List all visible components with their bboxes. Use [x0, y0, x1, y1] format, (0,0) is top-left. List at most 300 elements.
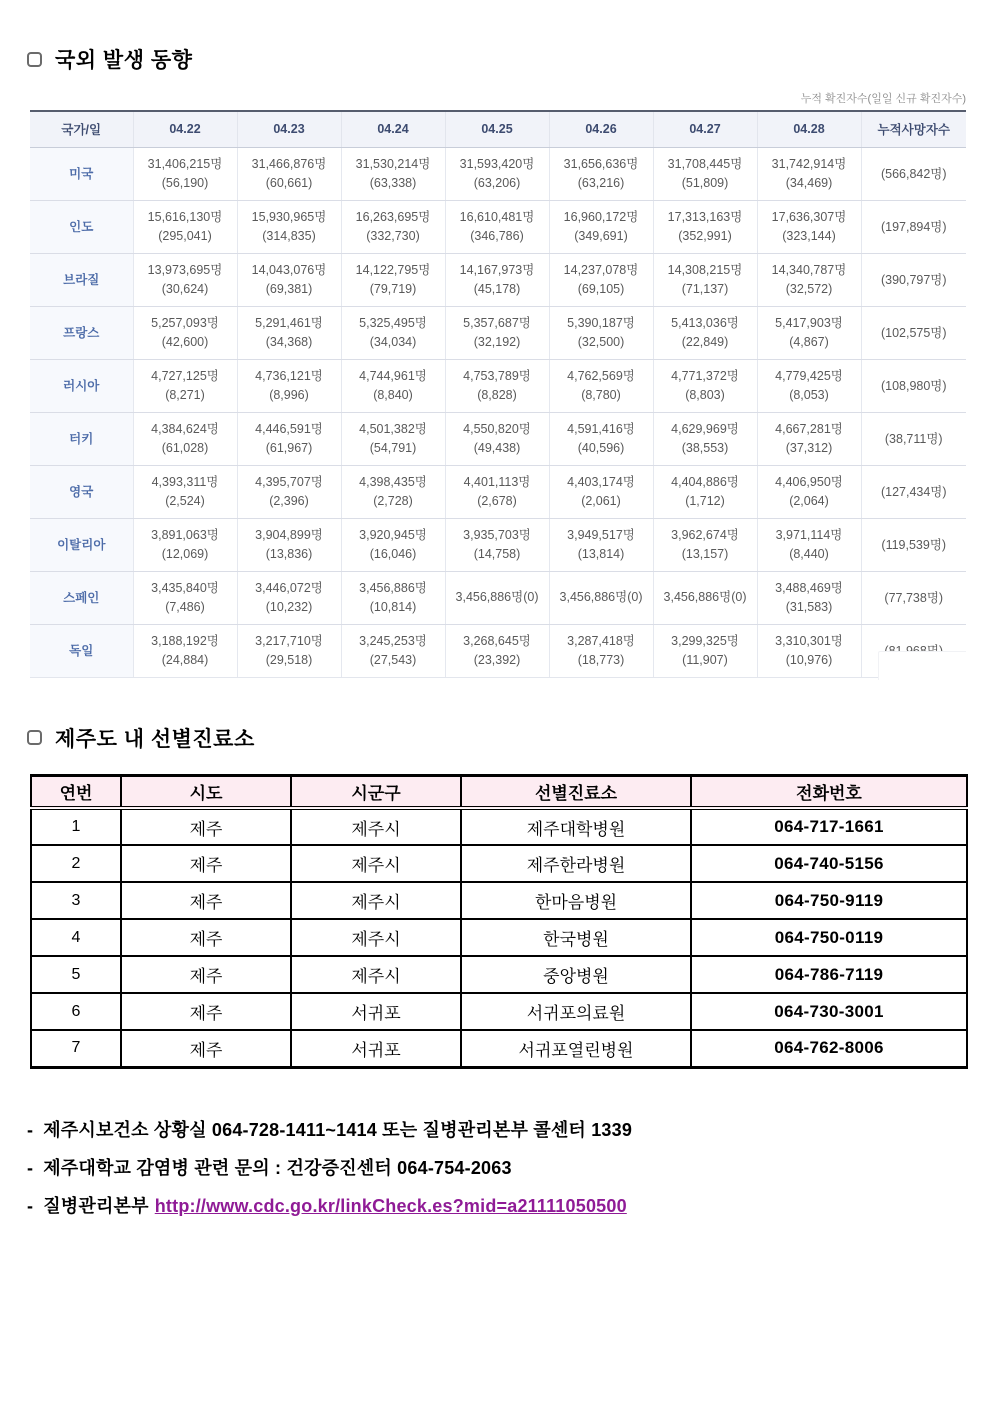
new-cases-value: (60,661) [265, 176, 313, 190]
province-cell: 제주 [121, 808, 291, 845]
cumulative-cases-value: 4,501,382명 [359, 422, 427, 436]
cumulative-cases-value: 31,530,214명 [355, 157, 431, 171]
cumulative-cases-value: 4,667,281명 [775, 422, 843, 436]
district-cell: 서귀포 [291, 993, 461, 1030]
overseas-table-row [30, 200, 966, 253]
footer-contacts [27, 1111, 992, 1225]
cumulative-deaths-cell: (566,842명) [861, 147, 966, 200]
checkbox-square-icon [27, 730, 42, 745]
new-cases-value: (1,712) [685, 494, 725, 508]
daily-cases-cell [445, 412, 549, 465]
daily-cases-cell [237, 147, 341, 200]
daily-cases-cell [341, 518, 445, 571]
new-cases-value: (32,500) [577, 335, 625, 349]
cumulative-cases-value: 4,779,425명 [775, 369, 843, 383]
new-cases-value: (38,553) [681, 441, 729, 455]
phone-cell: 064-730-3001 [691, 993, 967, 1030]
clinics-table-row [31, 956, 967, 993]
clinics-table-row [31, 1030, 967, 1067]
section-clinics-title [27, 723, 992, 753]
new-cases-value: (51,809) [681, 176, 729, 190]
daily-cases-cell [341, 571, 445, 624]
new-cases-value: (8,780) [581, 388, 621, 402]
cumulative-cases-value: 4,629,969명 [671, 422, 739, 436]
new-cases-value: (10,814) [369, 600, 417, 614]
clinics-table-row [31, 882, 967, 919]
new-cases-value: (18,773) [577, 653, 625, 667]
clinic-name-cell: 제주한라병원 [461, 845, 691, 882]
new-cases-value: (2,061) [581, 494, 621, 508]
daily-cases-cell [757, 465, 861, 518]
new-cases-value: (10,976) [785, 653, 833, 667]
col-header-clinic: 선별진료소 [461, 775, 691, 808]
daily-cases-cell [341, 253, 445, 306]
footer-line-2-text: 제주대학교 감염병 관련 문의 : 건강증진센터 064-754-2063 [43, 1157, 512, 1178]
cumulative-cases-value: 4,393,311명 [151, 475, 219, 489]
new-cases-value: (27,543) [369, 653, 417, 667]
cumulative-cases-value: 3,971,114명 [775, 528, 843, 542]
cumulative-cases-value: 4,398,435명 [359, 475, 427, 489]
new-cases-value: (7,486) [165, 600, 205, 614]
seq-cell: 5 [31, 956, 121, 993]
col-header-country: 국가/일 [30, 111, 133, 147]
cumulative-deaths-cell: (102,575명) [861, 306, 966, 359]
new-cases-value: (2,524) [165, 494, 205, 508]
daily-cases-cell [133, 465, 237, 518]
daily-cases-cell [757, 253, 861, 306]
overseas-cases-table [30, 110, 966, 678]
new-cases-value: (2,678) [477, 494, 517, 508]
cumulative-cases-value: 3,935,703명 [463, 528, 531, 542]
new-cases-value: (32,572) [785, 282, 833, 296]
cumulative-cases-value: 3,245,253명 [359, 634, 427, 648]
cumulative-cases-value: 3,949,517명 [567, 528, 635, 542]
new-cases-value: (23,392) [473, 653, 521, 667]
new-cases-value: (56,190) [161, 176, 209, 190]
daily-cases-cell [757, 624, 861, 677]
cumulative-cases-value: 4,762,569명 [567, 369, 635, 383]
cumulative-cases-value: 5,413,036명 [671, 316, 739, 330]
cumulative-cases-value: 5,357,687명 [463, 316, 531, 330]
cumulative-cases-value: 4,771,372명 [671, 369, 739, 383]
country-cell: 미국 [30, 147, 133, 200]
scroll-corner-artifact [878, 651, 966, 680]
new-cases-value: (69,381) [265, 282, 313, 296]
seq-cell: 4 [31, 919, 121, 956]
clinic-name-cell: 서귀포열린병원 [461, 1030, 691, 1067]
cumulative-cases-value: 4,395,707명 [255, 475, 323, 489]
cumulative-cases-value: 4,404,886명 [671, 475, 739, 489]
overseas-table-row [30, 306, 966, 359]
new-cases-value: (16,046) [369, 547, 417, 561]
cumulative-cases-value: 4,384,624명 [151, 422, 219, 436]
district-cell: 제주시 [291, 882, 461, 919]
province-cell: 제주 [121, 1030, 291, 1067]
overseas-table-body [30, 147, 966, 677]
cumulative-cases-value: 3,962,674명 [671, 528, 739, 542]
cumulative-deaths-cell: (108,980명) [861, 359, 966, 412]
district-cell: 제주시 [291, 956, 461, 993]
new-cases-value: (11,907) [682, 653, 728, 667]
seq-cell: 3 [31, 882, 121, 919]
new-cases-value: (54,791) [369, 441, 417, 455]
daily-cases-cell [341, 465, 445, 518]
cumulative-cases-value: 3,446,072명 [255, 581, 323, 595]
new-cases-value: (42,600) [161, 335, 209, 349]
country-cell: 스페인 [30, 571, 133, 624]
new-cases-value: (8,840) [373, 388, 413, 402]
cumulative-cases-value: 4,727,125명 [151, 369, 219, 383]
bullet-dash: - [27, 1157, 34, 1178]
col-header-date: 04.27 [653, 111, 757, 147]
daily-cases-cell [237, 306, 341, 359]
clinics-table-row [31, 993, 967, 1030]
bullet-dash: - [27, 1119, 34, 1140]
daily-cases-cell [549, 571, 653, 624]
cumulative-cases-value: 17,636,307명 [771, 210, 847, 224]
daily-cases-cell [133, 253, 237, 306]
col-header-province: 시도 [121, 775, 291, 808]
cumulative-cases-value: 3,435,840명 [151, 581, 219, 595]
clinic-name-cell: 제주대학병원 [461, 808, 691, 845]
cumulative-cases-value: 16,610,481명 [459, 210, 535, 224]
cumulative-cases-value: 5,257,093명 [151, 316, 219, 330]
new-cases-value: (29,518) [265, 653, 313, 667]
new-cases-value: (34,469) [785, 176, 833, 190]
overseas-table-row [30, 571, 966, 624]
daily-cases-cell [653, 306, 757, 359]
cumulative-deaths-cell: (197,894명) [861, 200, 966, 253]
seq-cell: 7 [71, 1039, 81, 1057]
daily-cases-cell [757, 412, 861, 465]
new-cases-value: (30,624) [161, 282, 209, 296]
new-cases-value: (8,996) [269, 388, 309, 402]
daily-cases-cell [653, 465, 757, 518]
clinics-table-row [31, 845, 967, 882]
clinic-name-cell: 서귀포의료원 [461, 993, 691, 1030]
new-cases-value: (12,069) [161, 547, 209, 561]
daily-cases-cell [445, 253, 549, 306]
new-cases-value: (8,440) [789, 547, 829, 561]
new-cases-value: (295,041) [158, 229, 212, 243]
district-cell: 제주시 [291, 919, 461, 956]
cumulative-deaths-cell: (127,434명) [861, 465, 966, 518]
col-header-phone: 전화번호 [691, 775, 967, 808]
phone-cell: 064-717-1661 [691, 808, 967, 845]
col-header-date: 04.22 [133, 111, 237, 147]
table-unit-note: 누적 확진자수(일일 신규 확진자수) [800, 93, 966, 105]
country-cell: 브라질 [30, 253, 133, 306]
footer-line-3-label: 질병관리본부 [43, 1195, 149, 1216]
cumulative-cases-value: 5,325,495명 [359, 316, 427, 330]
daily-cases-cell [237, 518, 341, 571]
daily-cases-cell [237, 253, 341, 306]
seq-cell: 6 [31, 993, 121, 1030]
col-header-date: 04.23 [237, 111, 341, 147]
daily-cases-cell [237, 412, 341, 465]
daily-cases-cell [133, 571, 237, 624]
country-cell: 독일 [30, 624, 133, 677]
new-cases-value: (4,867) [789, 335, 829, 349]
new-cases-value: (61,967) [265, 441, 313, 455]
overseas-table-row [30, 465, 966, 518]
cumulative-deaths-cell: (119,539명) [861, 518, 966, 571]
cumulative-cases-value: 3,268,645명 [463, 634, 531, 648]
new-cases-value: (323,144) [782, 229, 836, 243]
daily-cases-cell [341, 306, 445, 359]
daily-cases-cell [653, 412, 757, 465]
clinics-table [30, 774, 968, 1069]
new-cases-value: (314,835) [262, 229, 316, 243]
new-cases-value: (332,730) [366, 229, 420, 243]
daily-cases-cell [341, 147, 445, 200]
phone-cell: 064-786-7119 [691, 956, 967, 993]
new-cases-value: (22,849) [681, 335, 729, 349]
new-cases-value: (13,157) [681, 547, 729, 561]
cumulative-cases-value: 14,340,787명 [771, 263, 847, 277]
daily-cases-cell [133, 147, 237, 200]
new-cases-value: (8,803) [685, 388, 725, 402]
daily-cases-cell [757, 200, 861, 253]
cumulative-cases-value: 16,263,695명 [355, 210, 431, 224]
cumulative-cases-value: 3,310,301명 [775, 634, 843, 648]
clinics-table-row [31, 808, 967, 845]
new-cases-value: (79,719) [369, 282, 417, 296]
daily-cases-cell [757, 306, 861, 359]
new-cases-value: (352,991) [678, 229, 732, 243]
cumulative-cases-value: 4,446,591명 [255, 422, 323, 436]
cumulative-cases-value: 5,390,187명 [567, 316, 635, 330]
new-cases-value: (40,596) [577, 441, 625, 455]
overseas-table-row [30, 624, 966, 677]
footer-line-1-text: 제주시보건소 상황실 064-728-1411~1414 또는 질병관리본부 콜센터 1339 [43, 1119, 633, 1140]
country-cell: 러시아 [30, 359, 133, 412]
cumulative-cases-value: 31,466,876명 [251, 157, 327, 171]
district-cell: 제주시 [291, 808, 461, 845]
new-cases-value: (8,053) [789, 388, 829, 402]
country-cell: 프랑스 [30, 306, 133, 359]
daily-cases-cell [757, 147, 861, 200]
province-cell: 제주 [121, 956, 291, 993]
new-cases-value: (34,368) [265, 335, 313, 349]
new-cases-value: (69,105) [577, 282, 625, 296]
daily-cases-cell [445, 359, 549, 412]
new-cases-value: (49,438) [473, 441, 521, 455]
new-cases-value: (346,786) [470, 229, 524, 243]
new-cases-value: (71,137) [681, 282, 729, 296]
daily-cases-cell [133, 306, 237, 359]
cumulative-cases-value: 31,708,445명 [667, 157, 743, 171]
cumulative-cases-value: 16,960,172명 [563, 210, 639, 224]
section-title-text: 국외 발생 동향 [55, 49, 193, 72]
daily-cases-cell [237, 359, 341, 412]
daily-cases-cell [757, 518, 861, 571]
cumulative-cases-value: 31,593,420명 [459, 157, 535, 171]
country-cell: 터키 [30, 412, 133, 465]
cumulative-cases-value: 3,217,710명 [255, 634, 323, 648]
province-cell: 제주 [121, 845, 291, 882]
daily-cases-cell [341, 624, 445, 677]
cumulative-cases-value: 15,930,965명 [251, 210, 327, 224]
daily-cases-cell [549, 518, 653, 571]
daily-cases-cell [133, 518, 237, 571]
daily-cases-cell [445, 571, 549, 624]
new-cases-value: (24,884) [161, 653, 209, 667]
daily-cases-cell [757, 571, 861, 624]
cumulative-cases-value: 3,299,325명 [671, 634, 739, 648]
cumulative-cases-value: 15,616,130명 [147, 210, 223, 224]
phone-cell: 064-750-0119 [691, 919, 967, 956]
daily-cases-cell [549, 306, 653, 359]
daily-cases-cell [341, 412, 445, 465]
cumulative-cases-value: 14,167,973명 [459, 263, 535, 277]
clinics-table-body [31, 808, 967, 1067]
phone-cell: 064-762-8006 [691, 1030, 967, 1067]
new-cases-value: (14,758) [473, 547, 521, 561]
daily-cases-cell [445, 200, 549, 253]
daily-cases-cell [133, 624, 237, 677]
cdc-link[interactable]: http://www.cdc.go.kr/linkCheck.es?mid=a21111050500 [154, 1195, 627, 1216]
clinic-name-cell: 중앙병원 [461, 956, 691, 993]
daily-cases-cell [445, 306, 549, 359]
cumulative-cases-value: 3,456,886명(0) [559, 590, 643, 604]
cumulative-deaths-cell: (390,797명) [861, 253, 966, 306]
cumulative-cases-value: 5,291,461명 [255, 316, 323, 330]
daily-cases-cell [445, 518, 549, 571]
section-title-text: 제주도 내 선별진료소 [55, 727, 255, 751]
col-header-date: 04.28 [757, 111, 861, 147]
new-cases-value: (63,216) [577, 176, 625, 190]
seq-cell: 2 [31, 845, 121, 882]
daily-cases-cell [549, 147, 653, 200]
footer-line-3 [27, 1187, 992, 1225]
cumulative-cases-value: 4,403,174명 [567, 475, 635, 489]
daily-cases-cell [549, 412, 653, 465]
daily-cases-cell [341, 200, 445, 253]
new-cases-value: (37,312) [785, 441, 833, 455]
cumulative-cases-value: 4,406,950명 [775, 475, 843, 489]
daily-cases-cell [133, 412, 237, 465]
col-header-date: 04.25 [445, 111, 549, 147]
new-cases-value: (61,028) [161, 441, 209, 455]
daily-cases-cell [653, 147, 757, 200]
cumulative-cases-value: 3,456,886명 [359, 581, 427, 595]
daily-cases-cell [549, 200, 653, 253]
daily-cases-cell [549, 624, 653, 677]
new-cases-value: (349,691) [574, 229, 628, 243]
cumulative-deaths-cell: (77,738명) [861, 571, 966, 624]
overseas-table-row [30, 147, 966, 200]
col-header-date: 04.26 [549, 111, 653, 147]
cumulative-cases-value: 3,488,469명 [775, 581, 843, 595]
cumulative-cases-value: 14,308,215명 [667, 263, 743, 277]
daily-cases-cell [237, 465, 341, 518]
daily-cases-cell [133, 200, 237, 253]
cumulative-cases-value: 3,287,418명 [567, 634, 635, 648]
new-cases-value: (32,192) [473, 335, 521, 349]
cumulative-cases-value: 4,401,113명 [463, 475, 531, 489]
clinics-table-row [31, 919, 967, 956]
cumulative-cases-value: 14,043,076명 [251, 263, 327, 277]
bullet-dash: - [27, 1195, 34, 1216]
overseas-table-row [30, 359, 966, 412]
phone-cell: 064-740-5156 [691, 845, 967, 882]
cumulative-cases-value: 31,742,914명 [771, 157, 847, 171]
overseas-table-row [30, 518, 966, 571]
district-cell: 제주시 [291, 845, 461, 882]
clinic-name-cell: 한국병원 [461, 919, 691, 956]
col-header-deaths: 누적사망자수 [861, 111, 966, 147]
cumulative-cases-value: 3,891,063명 [151, 528, 219, 542]
overseas-table-row [30, 412, 966, 465]
daily-cases-cell [445, 147, 549, 200]
section-overseas-title [27, 44, 992, 74]
cumulative-cases-value: 31,406,215명 [147, 157, 223, 171]
daily-cases-cell [445, 624, 549, 677]
cumulative-cases-value: 3,188,192명 [151, 634, 219, 648]
cumulative-cases-value: 4,744,961명 [359, 369, 427, 383]
cumulative-cases-value: 4,753,789명 [463, 369, 531, 383]
checkbox-square-icon [27, 52, 42, 67]
new-cases-value: (31,583) [785, 600, 833, 614]
daily-cases-cell [237, 624, 341, 677]
cumulative-cases-value: 4,550,820명 [463, 422, 531, 436]
daily-cases-cell [653, 200, 757, 253]
footer-line-1 [27, 1111, 992, 1149]
new-cases-value: (13,836) [265, 547, 313, 561]
overseas-header-row [30, 111, 966, 147]
cumulative-cases-value: 3,456,886명(0) [455, 590, 539, 604]
new-cases-value: (34,034) [369, 335, 417, 349]
province-cell: 제주 [121, 993, 291, 1030]
district-cell: 서귀포 [291, 1030, 461, 1067]
seq-cell: 1 [31, 808, 121, 845]
overseas-table-wrap [30, 110, 966, 678]
daily-cases-cell [237, 571, 341, 624]
cumulative-cases-value: 4,736,121명 [255, 369, 323, 383]
daily-cases-cell [653, 253, 757, 306]
province-cell: 제주 [121, 882, 291, 919]
cumulative-cases-value: 3,920,945명 [359, 528, 427, 542]
cumulative-cases-value: 17,313,163명 [667, 210, 743, 224]
new-cases-value: (63,338) [369, 176, 417, 190]
new-cases-value: (13,814) [577, 547, 625, 561]
phone-cell: 064-750-9119 [691, 882, 967, 919]
cumulative-cases-value: 31,656,636명 [563, 157, 639, 171]
new-cases-value: (8,828) [477, 388, 517, 402]
cumulative-cases-value: 3,904,899명 [255, 528, 323, 542]
country-cell: 영국 [30, 465, 133, 518]
cumulative-cases-value: 14,237,078명 [563, 263, 639, 277]
col-header-district: 시군구 [291, 775, 461, 808]
overseas-table-row [30, 253, 966, 306]
new-cases-value: (2,396) [269, 494, 309, 508]
daily-cases-cell [549, 359, 653, 412]
footer-line-2 [27, 1149, 992, 1187]
new-cases-value: (2,064) [789, 494, 829, 508]
cumulative-cases-value: 3,456,886명(0) [663, 590, 747, 604]
cumulative-cases-value: 4,591,416명 [567, 422, 635, 436]
daily-cases-cell [445, 465, 549, 518]
daily-cases-cell [653, 518, 757, 571]
cumulative-cases-value: 13,973,695명 [147, 263, 223, 277]
new-cases-value: (8,271) [165, 388, 205, 402]
province-cell: 제주 [121, 919, 291, 956]
cumulative-cases-value: 14,122,795명 [355, 263, 431, 277]
country-cell: 이탈리아 [30, 518, 133, 571]
clinics-header-row [31, 775, 967, 808]
daily-cases-cell [653, 624, 757, 677]
